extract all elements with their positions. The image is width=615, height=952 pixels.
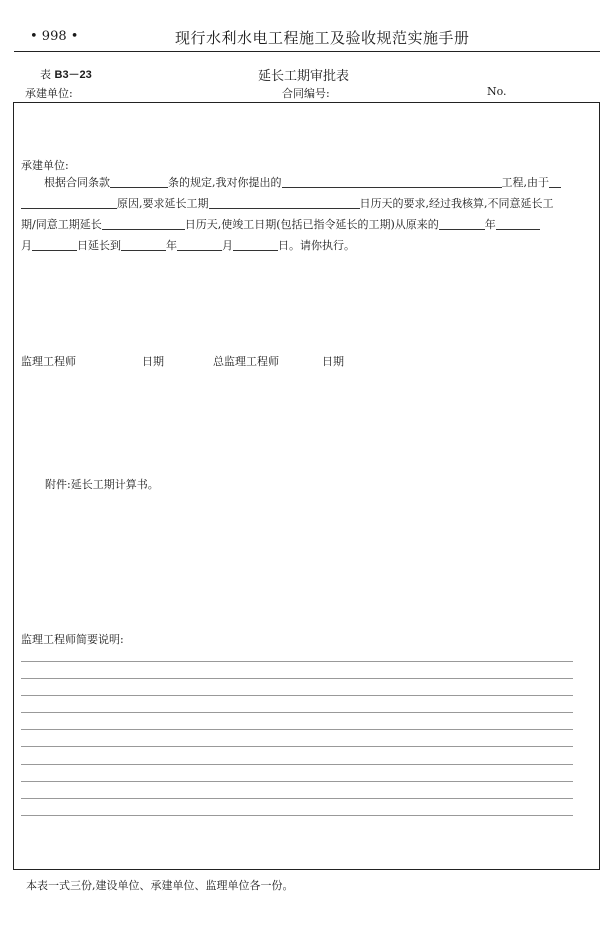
original-day-blank[interactable] xyxy=(32,238,77,251)
para-intro: 根据合同条款 xyxy=(44,176,110,189)
requested-days-blank[interactable] xyxy=(209,196,360,209)
reason-blank[interactable] xyxy=(21,196,117,209)
engineer-date-label: 日期 xyxy=(142,355,164,368)
explanation-label: 监理工程师简要说明: xyxy=(21,633,124,646)
contract-number-label: 合同编号: xyxy=(282,87,330,100)
para-days-requested: 日历天的要求,经过我核算,不同意延长工 xyxy=(359,197,554,210)
explanation-line[interactable] xyxy=(21,712,573,713)
explanation-line[interactable] xyxy=(21,798,573,799)
para-month2: 月 xyxy=(222,239,233,252)
explanation-line[interactable] xyxy=(21,746,573,747)
form-code xyxy=(40,66,92,82)
para-project: 工程,由于 xyxy=(501,176,549,189)
para-day-extend: 日延长到 xyxy=(77,239,121,252)
para-month: 月 xyxy=(21,239,32,252)
new-year-blank[interactable] xyxy=(121,238,166,251)
para-days-granted: 日历天,使竣工日期(包括已指令延长的工期)从原来的 xyxy=(184,218,439,231)
serial-number-label: No. xyxy=(487,85,507,98)
para-year2: 年 xyxy=(166,239,177,252)
explanation-line[interactable] xyxy=(21,815,573,816)
engineer-signature-label: 监理工程师 xyxy=(21,355,76,368)
attachment-note: 附件:延长工期计算书。 xyxy=(45,478,159,491)
form-code-value: B3－23 xyxy=(54,69,92,81)
para-year: 年 xyxy=(484,218,496,231)
para-reason: 原因,要求延长工期 xyxy=(117,197,209,210)
explanation-line[interactable] xyxy=(21,678,573,679)
new-day-blank[interactable] xyxy=(233,238,278,251)
project-blank[interactable] xyxy=(282,175,502,188)
original-month-blank[interactable] xyxy=(496,217,540,230)
explanation-line[interactable] xyxy=(21,781,573,782)
footer-note: 本表一式三份,建设单位、承建单位、监理单位各一份。 xyxy=(26,879,294,892)
para-clause: 条的规定,我对你提出的 xyxy=(168,176,282,189)
clause-blank[interactable] xyxy=(110,175,168,188)
contractor-label: 承建单位: xyxy=(25,87,73,100)
chief-engineer-date-label: 日期 xyxy=(322,355,344,368)
original-year-blank[interactable] xyxy=(439,217,485,230)
para-end: 日。请你执行。 xyxy=(278,239,355,252)
addressee: 承建单位: xyxy=(21,159,69,172)
reason-blank-start[interactable] xyxy=(549,175,561,188)
book-title: 现行水利水电工程施工及验收规范实施手册 xyxy=(175,29,470,47)
header-divider xyxy=(14,51,600,52)
explanation-line[interactable] xyxy=(21,729,573,730)
granted-days-blank[interactable] xyxy=(102,217,185,230)
approval-paragraph xyxy=(21,172,596,256)
explanation-line[interactable] xyxy=(21,764,573,765)
form-code-prefix: 表 xyxy=(40,68,51,81)
explanation-line[interactable] xyxy=(21,695,573,696)
para-period: 期/同意工期延长 xyxy=(21,218,102,231)
chief-engineer-signature-label: 总监理工程师 xyxy=(213,355,279,368)
page-number: • 998 • xyxy=(30,29,79,44)
explanation-line[interactable] xyxy=(21,661,573,662)
form-title: 延长工期审批表 xyxy=(258,69,350,84)
new-month-blank[interactable] xyxy=(177,238,222,251)
